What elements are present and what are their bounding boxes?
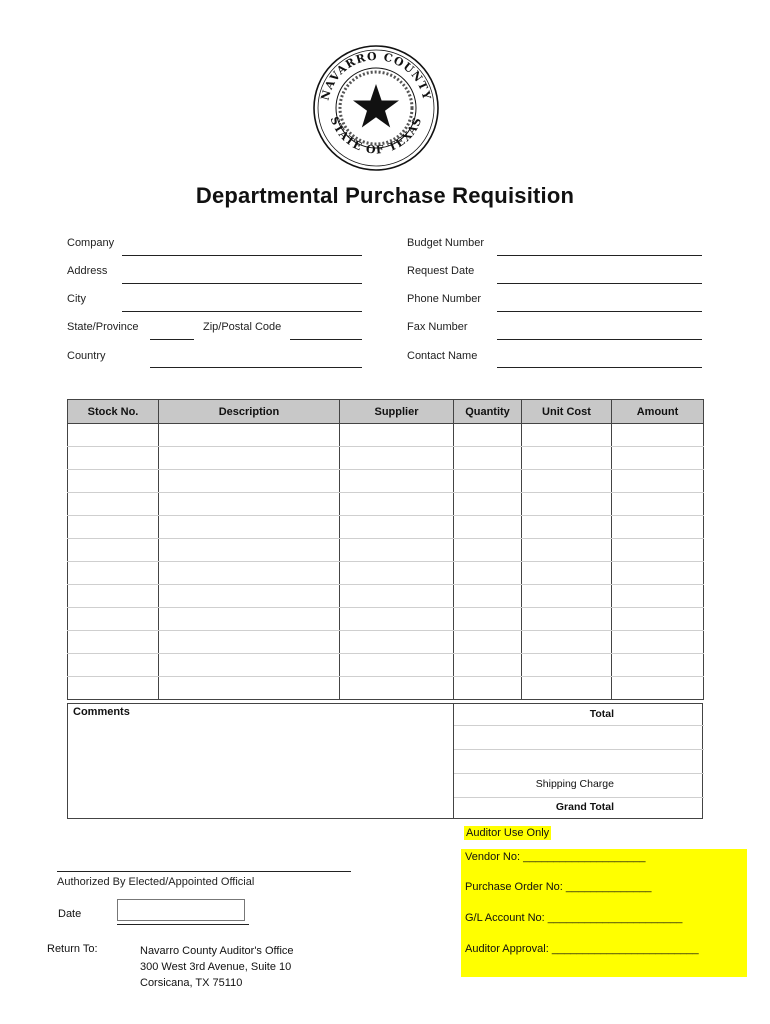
table-cell[interactable]: [340, 539, 454, 562]
table-cell[interactable]: [159, 470, 340, 493]
fax-number-label: Fax Number: [407, 321, 468, 333]
table-cell[interactable]: [68, 654, 159, 677]
phone-number-label: Phone Number: [407, 293, 481, 305]
table-cell[interactable]: [454, 677, 522, 700]
table-cell[interactable]: [454, 654, 522, 677]
table-cell[interactable]: [68, 539, 159, 562]
purchase-order-line[interactable]: Purchase Order No: ______________: [465, 881, 652, 893]
table-cell[interactable]: [522, 539, 612, 562]
table-cell[interactable]: [340, 631, 454, 654]
table-cell[interactable]: [340, 654, 454, 677]
header-quantity: Quantity: [454, 400, 522, 424]
address-label: Address: [67, 265, 108, 277]
table-cell[interactable]: [612, 631, 704, 654]
fax-number-field[interactable]: [497, 339, 702, 340]
table-cell[interactable]: [159, 631, 340, 654]
auditor-approval-line[interactable]: Auditor Approval: ________________________: [465, 943, 699, 955]
return-address: [140, 943, 294, 991]
address-line-3: Corsicana, TX 75110: [140, 977, 243, 989]
table-cell[interactable]: [159, 562, 340, 585]
table-cell[interactable]: [454, 585, 522, 608]
table-cell[interactable]: [522, 447, 612, 470]
table-cell[interactable]: [612, 562, 704, 585]
table-cell[interactable]: [340, 516, 454, 539]
company-field[interactable]: [122, 255, 362, 256]
table-cell[interactable]: [612, 470, 704, 493]
total-label: Total: [589, 708, 614, 720]
items-body: [68, 424, 704, 700]
table-row: [68, 585, 704, 608]
state-label: State/Province: [67, 321, 139, 333]
budget-number-field[interactable]: [497, 255, 702, 256]
table-cell[interactable]: [68, 562, 159, 585]
table-cell[interactable]: [340, 424, 454, 447]
table-cell[interactable]: [612, 677, 704, 700]
table-cell[interactable]: [612, 654, 704, 677]
header-amount: Amount: [612, 400, 704, 424]
table-cell[interactable]: [159, 493, 340, 516]
table-cell[interactable]: [612, 608, 704, 631]
request-date-label: Request Date: [407, 265, 475, 277]
total-blank-row[interactable]: [454, 726, 704, 750]
table-cell[interactable]: [340, 562, 454, 585]
table-header-row: [68, 400, 704, 424]
table-cell[interactable]: [454, 516, 522, 539]
table-cell[interactable]: [612, 516, 704, 539]
table-cell[interactable]: [340, 493, 454, 516]
state-field[interactable]: [150, 339, 194, 340]
contact-name-label: Contact Name: [407, 350, 478, 362]
date-underline: [117, 924, 249, 925]
table-cell[interactable]: [68, 447, 159, 470]
table-cell[interactable]: [68, 493, 159, 516]
items-table: [67, 399, 704, 700]
table-row: [68, 470, 704, 493]
table-cell[interactable]: [454, 631, 522, 654]
authorized-label: Authorized By Elected/Appointed Official: [57, 876, 255, 888]
total-row[interactable]: [454, 703, 704, 726]
header-description: Description: [159, 400, 340, 424]
auditor-use-heading: Auditor Use Only: [466, 827, 550, 839]
table-cell[interactable]: [612, 493, 704, 516]
table-cell[interactable]: [68, 424, 159, 447]
header-unit-cost: Unit Cost: [522, 400, 612, 424]
table-cell[interactable]: [159, 516, 340, 539]
table-row: [68, 677, 704, 700]
table-cell[interactable]: [159, 654, 340, 677]
table-row: [68, 447, 704, 470]
zip-field[interactable]: [290, 339, 362, 340]
table-cell[interactable]: [68, 608, 159, 631]
table-row: [68, 539, 704, 562]
table-cell[interactable]: [159, 677, 340, 700]
table-cell[interactable]: [159, 447, 340, 470]
date-field[interactable]: [117, 899, 245, 921]
table-cell[interactable]: [159, 585, 340, 608]
auditor-box: [461, 849, 747, 977]
table-cell[interactable]: [340, 677, 454, 700]
table-cell[interactable]: [340, 585, 454, 608]
total-blank-row[interactable]: [454, 750, 704, 774]
date-label: Date: [58, 908, 82, 920]
table-cell[interactable]: [340, 470, 454, 493]
table-cell[interactable]: [159, 608, 340, 631]
seal-top-text: NAVARRO COUNTY: [318, 49, 434, 102]
table-cell[interactable]: [522, 470, 612, 493]
table-row: [68, 631, 704, 654]
shipping-row[interactable]: [454, 774, 704, 798]
table-cell[interactable]: [522, 516, 612, 539]
country-field[interactable]: [150, 367, 362, 368]
table-cell[interactable]: [522, 562, 612, 585]
table-cell[interactable]: [454, 608, 522, 631]
contact-name-field[interactable]: [497, 367, 702, 368]
table-cell[interactable]: [68, 585, 159, 608]
table-cell[interactable]: [522, 608, 612, 631]
table-row: [68, 654, 704, 677]
zip-label: Zip/Postal Code: [203, 321, 282, 333]
table-cell[interactable]: [340, 447, 454, 470]
county-seal: [312, 44, 440, 172]
city-label: City: [67, 293, 86, 305]
table-cell[interactable]: [522, 654, 612, 677]
address-line-1: Navarro County Auditor's Office: [140, 945, 294, 957]
header-supplier: Supplier: [340, 400, 454, 424]
seal-bottom-text: STATE OF TEXAS: [327, 114, 425, 157]
grand-total-label: Grand Total: [555, 801, 614, 813]
table-cell[interactable]: [68, 516, 159, 539]
star-icon: [353, 84, 399, 128]
table-cell[interactable]: [522, 631, 612, 654]
budget-number-label: Budget Number: [407, 237, 485, 249]
address-line-2: 300 West 3rd Avenue, Suite 10: [140, 961, 292, 973]
table-cell[interactable]: [612, 447, 704, 470]
table-cell[interactable]: [159, 539, 340, 562]
grand-total-row[interactable]: [454, 798, 704, 818]
address-field[interactable]: [122, 283, 362, 284]
city-field[interactable]: [122, 311, 362, 312]
return-to-label: Return To:: [47, 943, 98, 955]
table-row: [68, 608, 704, 631]
table-cell[interactable]: [68, 677, 159, 700]
table-cell[interactable]: [612, 585, 704, 608]
phone-number-field[interactable]: [497, 311, 702, 312]
table-cell[interactable]: [159, 424, 340, 447]
table-cell[interactable]: [612, 539, 704, 562]
page-title: Departmental Purchase Requisition: [195, 183, 575, 208]
table-cell[interactable]: [454, 493, 522, 516]
table-cell[interactable]: [68, 631, 159, 654]
table-row: [68, 493, 704, 516]
totals-panel: [453, 703, 704, 819]
signature-line[interactable]: [57, 871, 351, 872]
country-label: Country: [67, 350, 106, 362]
table-cell[interactable]: [340, 608, 454, 631]
shipping-label: Shipping Charge: [535, 778, 614, 790]
header-stock-no: Stock No.: [68, 400, 159, 424]
table-cell[interactable]: [522, 493, 612, 516]
table-row: [68, 424, 704, 447]
company-label: Company: [67, 237, 115, 249]
table-cell[interactable]: [454, 470, 522, 493]
table-cell[interactable]: [522, 585, 612, 608]
gl-account-line[interactable]: G/L Account No: ______________________: [465, 912, 683, 924]
request-date-field[interactable]: [497, 283, 702, 284]
table-row: [68, 516, 704, 539]
table-cell[interactable]: [454, 424, 522, 447]
table-cell[interactable]: [68, 470, 159, 493]
comments-label: Comments: [73, 706, 130, 718]
table-cell[interactable]: [522, 677, 612, 700]
table-cell[interactable]: [454, 539, 522, 562]
table-cell[interactable]: [612, 424, 704, 447]
table-cell[interactable]: [522, 424, 612, 447]
table-cell[interactable]: [454, 447, 522, 470]
table-row: [68, 562, 704, 585]
table-cell[interactable]: [454, 562, 522, 585]
vendor-no-line[interactable]: Vendor No: ____________________: [465, 851, 646, 863]
